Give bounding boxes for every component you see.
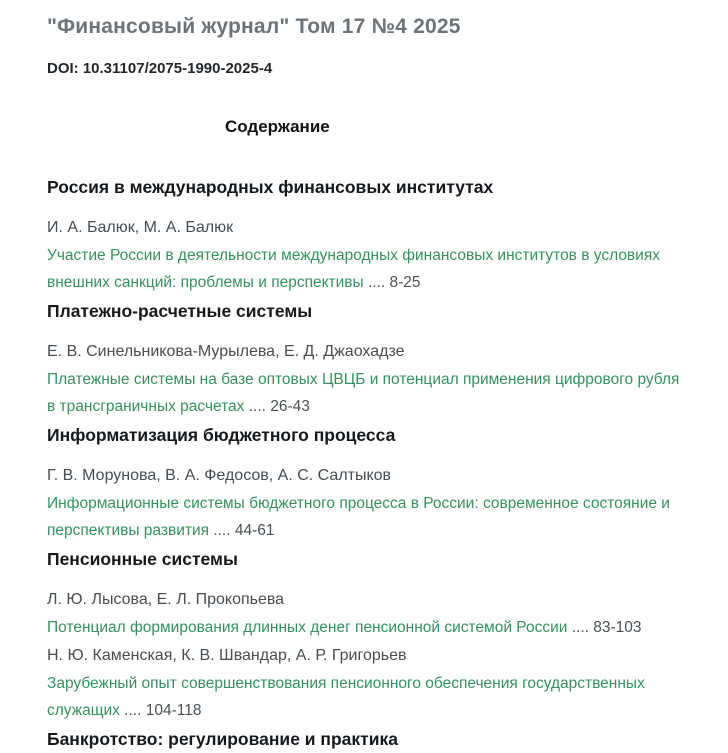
article-title-link[interactable]: Зарубежный опыт совершенствования пенсионного обеспечения государственных служащих	[47, 675, 645, 719]
article-authors: Е. В. Синельникова-Мурылева, Е. Д. Джаохадзе	[47, 343, 405, 360]
article-title-line	[47, 614, 682, 641]
article-authors: И. А. Балюк, М. А. Балюк	[47, 219, 234, 236]
article-pages: .... 26-43	[244, 398, 310, 415]
article-title-line	[47, 670, 682, 724]
section-articles	[47, 590, 688, 724]
article-pages: .... 104-118	[119, 702, 202, 719]
article-title-line	[47, 490, 682, 544]
section-heading: Пенсионные системы	[47, 549, 238, 569]
toc-article	[47, 218, 688, 296]
section-articles	[47, 466, 688, 544]
doi-text: DOI: 10.31107/2075-1990-2025-4	[47, 60, 273, 77]
toc-article	[47, 590, 688, 641]
toc-section	[47, 729, 688, 750]
page-title: "Финансовый журнал" Том 17 №4 2025	[47, 15, 461, 38]
article-authors: Н. Ю. Каменская, К. В. Швандар, А. Р. Григорьев	[47, 647, 407, 664]
article-title-link[interactable]: Участие России в деятельности международных финансовых институтов в условиях внешних санкций: проблемы и перспективы	[47, 247, 660, 291]
article-authors: Г. В. Морунова, В. А. Федосов, А. С. Салтыков	[47, 467, 392, 484]
article-title-link[interactable]: Информационные системы бюджетного процесса в России: современное состояние и перспективы развития	[47, 495, 670, 539]
section-heading: Банкротство: регулирование и практика	[47, 729, 398, 749]
section-heading: Россия в международных финансовых институтах	[47, 177, 494, 197]
section-articles	[47, 218, 688, 296]
toc-section	[47, 549, 688, 724]
article-pages: .... 44-61	[209, 522, 275, 539]
toc-article	[47, 342, 688, 420]
article-authors: Л. Ю. Лысова, Е. Л. Прокопьева	[47, 591, 285, 608]
article-pages: .... 8-25	[363, 274, 421, 291]
toc-section	[47, 425, 688, 544]
article-title-link[interactable]: Потенциал формирования длинных денег пенсионной системой России	[47, 619, 568, 636]
contents-heading: Содержание	[225, 117, 330, 136]
article-title-link[interactable]: Платежные системы на базе оптовых ЦВЦБ и потенциал применения цифрового рубля в трансграничных расчетах	[47, 371, 680, 415]
sections-container	[47, 177, 688, 750]
toc-article	[47, 646, 688, 724]
article-title-line	[47, 366, 682, 420]
toc-section	[47, 301, 688, 420]
toc-section	[47, 177, 688, 296]
section-articles	[47, 342, 688, 420]
article-title-line	[47, 242, 682, 296]
article-pages: .... 83-103	[567, 619, 642, 636]
toc-article	[47, 466, 688, 544]
section-heading: Платежно-расчетные системы	[47, 301, 313, 321]
section-heading: Информатизация бюджетного процесса	[47, 425, 396, 445]
